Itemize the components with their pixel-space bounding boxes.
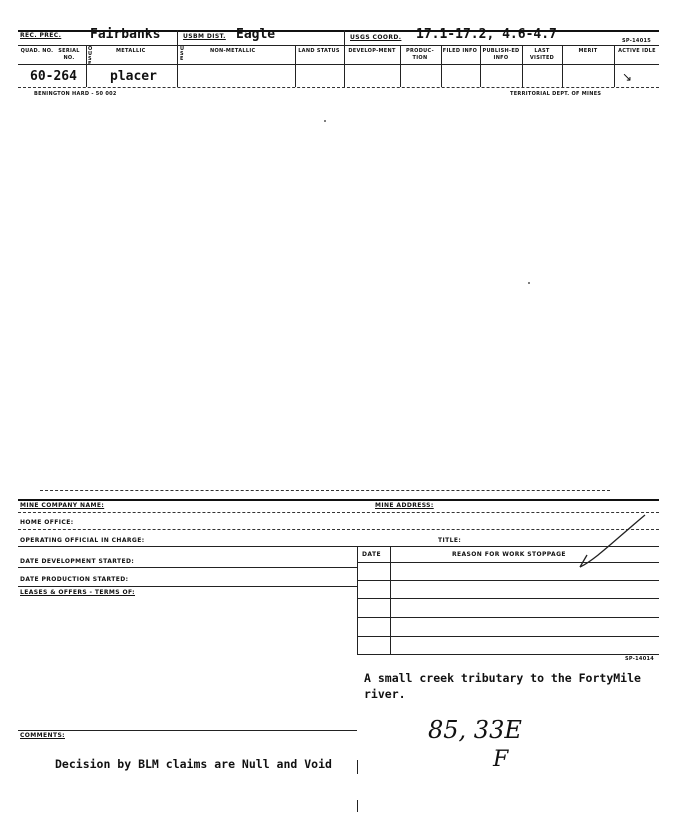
check-mark <box>575 505 655 575</box>
usbm-dist-label: USBM DIST. <box>183 33 226 40</box>
rule <box>18 730 357 731</box>
rule <box>357 636 659 637</box>
col-merit: MERIT <box>578 48 598 54</box>
form-number-bottom: SP-14014 <box>625 656 655 662</box>
col-development: DEVELOP-MENT <box>348 48 396 54</box>
divider <box>357 760 358 774</box>
col-nonmetallic: NON-METALLIC <box>210 48 256 54</box>
handwritten-coords: 85, 33E <box>428 716 522 744</box>
lower-top-border <box>18 499 659 501</box>
handwritten-letter: F <box>493 747 509 772</box>
rule <box>357 617 659 618</box>
rule <box>357 598 659 599</box>
date-col-label: DATE <box>362 551 381 558</box>
col-last-visited: LAST VISITED <box>529 48 555 61</box>
rule <box>18 512 659 513</box>
col-land-status: LAND STATUS <box>298 48 340 54</box>
home-office-label: HOME OFFICE: <box>20 519 74 526</box>
col-metallic-side: O U S E <box>88 46 93 67</box>
active-idle-mark: ↘ <box>622 70 633 84</box>
rule <box>357 654 659 655</box>
printer-code: BENINGTON HARD - 50 002 <box>34 91 117 97</box>
leases-label: LEASES & OFFERS - TERMS OF: <box>20 589 135 596</box>
territorial-dept: TERRITORIAL DEPT. OF MINES <box>510 91 602 97</box>
rule <box>357 580 659 581</box>
mine-address-label: MINE ADDRESS: <box>375 502 434 509</box>
col-quad-no: QUAD. NO. <box>20 48 54 54</box>
rec-prec-value: Fairbanks <box>90 27 161 42</box>
usbm-dist-value: Eagle <box>236 27 276 42</box>
operating-official-label: OPERATING OFFICIAL IN CHARGE: <box>20 537 145 544</box>
scan-speck <box>324 120 326 122</box>
comments-text: Decision by BLM claims are Null and Void <box>55 757 332 771</box>
row-bottom-border <box>18 87 659 88</box>
form-number-top: SP-14015 <box>622 38 652 44</box>
col-production: PRODUC-TION <box>406 48 434 61</box>
mine-company-name-label: MINE COMPANY NAME: <box>20 502 105 509</box>
col-active-idle: ACTIVE IDLE <box>618 48 656 54</box>
col-filed-info: FILED INFO <box>442 48 478 54</box>
scan-speck <box>528 282 530 284</box>
lower-top-dash <box>40 490 610 491</box>
quad-serial-value: 60-264 <box>30 69 77 84</box>
header-bottom-border <box>18 64 659 65</box>
usgs-coord-label: USGS COORD. <box>350 34 402 41</box>
rule <box>18 529 659 530</box>
rec-prec-label: REC. PREC. <box>20 32 62 39</box>
col-published-info: PUBLISH-ED INFO <box>482 48 520 61</box>
rule <box>18 586 357 587</box>
usgs-coord-value: 17.1-17.2, 4.6-4.7 <box>416 27 557 42</box>
col-nonmetallic-side: U S E <box>180 46 185 62</box>
rule <box>18 567 357 568</box>
divider <box>86 45 87 87</box>
location-note: A small creek tributary to the FortyMile river. <box>364 671 641 701</box>
date-development-label: DATE DEVELOPMENT STARTED: <box>20 558 135 565</box>
date-production-label: DATE PRODUCTION STARTED: <box>20 576 129 583</box>
comments-label: COMMENTS: <box>20 732 65 739</box>
divider <box>344 30 345 87</box>
col-serial-no: SERIAL NO. <box>58 48 80 61</box>
reason-col-label: REASON FOR WORK STOPPAGE <box>452 551 566 558</box>
divider <box>357 800 358 812</box>
col-metallic: METALLIC <box>116 48 146 54</box>
rule <box>18 546 659 547</box>
metallic-value: placer <box>110 69 157 84</box>
title-label: TITLE: <box>438 537 462 544</box>
divider <box>177 30 178 87</box>
